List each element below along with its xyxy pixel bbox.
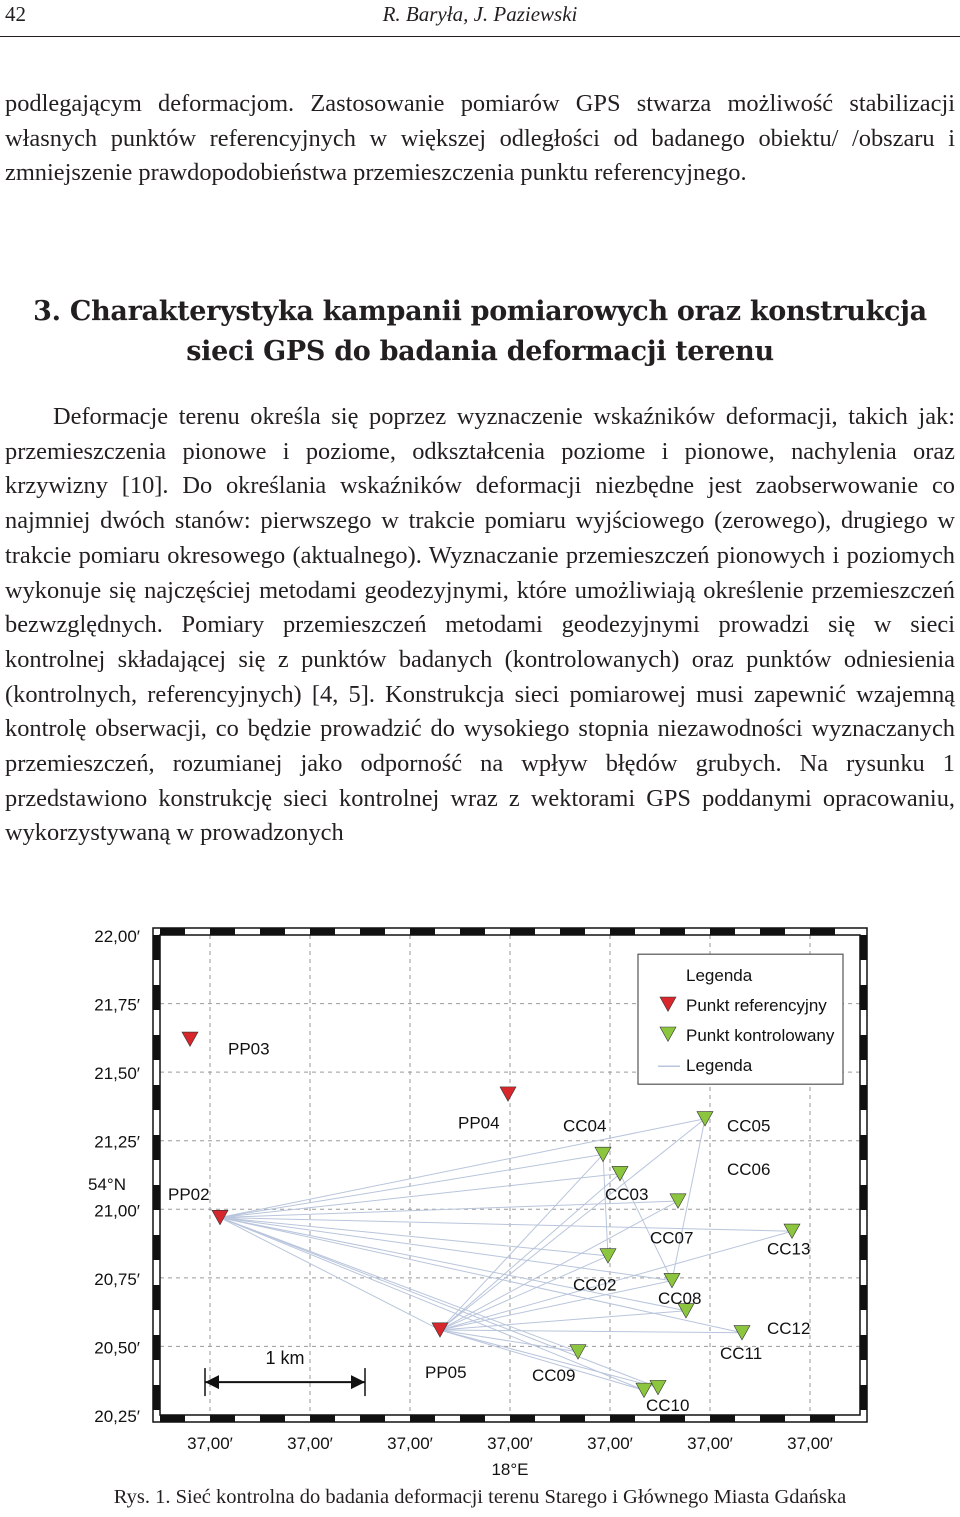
frame-tick-left [153,1385,160,1410]
frame-tick-right [860,1185,867,1210]
frame-tick-top [760,928,785,935]
point-label-pp03: PP03 [228,1039,270,1059]
point-label-cc03: CC03 [605,1184,649,1204]
point-label-cc06: CC06 [727,1160,771,1180]
running-head: R. Baryła, J. Paziewski [382,2,578,26]
point-label-cc12: CC12 [767,1319,811,1339]
point-label-pp04: PP04 [458,1113,500,1133]
legend-control-label: Punkt kontrolowany [686,1026,835,1046]
section-heading [0,292,960,372]
x-tick-label: 37,00′ [587,1434,633,1453]
legend-title: Legenda [686,966,753,986]
y-tick-label: 20,50′ [94,1338,140,1358]
x-tick-label: 37,00′ [687,1434,733,1453]
frame-tick-left [153,935,160,960]
point-label-cc04: CC04 [563,1116,607,1136]
frame-tick-bottom [610,1415,635,1422]
frame-tick-bottom [660,1415,685,1422]
point-label-cc10: CC10 [646,1396,690,1416]
figure-network-map [70,915,900,1485]
y-tick-label: 21,50′ [94,1064,140,1084]
section-title-line2: sieci GPS do badania deformacji terenu [186,336,774,367]
paragraph-continuation: podlegającym deformacjom. Zastosowanie pomiarów GPS stwarza możliwość stabilizacji własnych punktów referencyjnych w większej odległości od badanego obiektu/ /obszaru i zmniejszenie prawdopodobieństwa przemieszczenia punktu referencyjnego. [5,90,955,187]
point-label-pp05: PP05 [425,1363,467,1383]
frame-tick-right [860,1085,867,1110]
frame-tick-top [210,928,235,935]
frame-tick-left [153,985,160,1010]
x-tick-label: 37,00′ [387,1434,433,1453]
frame-tick-bottom [210,1415,235,1422]
scale-bar-label: 1 km [265,1348,305,1369]
frame-tick-bottom [560,1415,585,1422]
frame-tick-left [153,1135,160,1160]
y-tick-label: 20,25′ [94,1407,140,1426]
frame-tick-right [860,935,867,960]
y-tick-label: 20,75′ [94,1269,140,1289]
x-unit-label: 18°E [491,1460,529,1479]
frame-tick-left [153,1085,160,1110]
y-tick-label: 21,00′ [94,1201,140,1221]
frame-tick-bottom [410,1415,435,1422]
frame-tick-top [360,928,385,935]
frame-tick-left [153,1285,160,1310]
y-tick-label: 21,75′ [94,995,140,1015]
legend-vector-label: Legenda [686,1056,753,1076]
frame-tick-bottom [760,1415,785,1422]
section-title-line1: Charakterystyka kampanii pomiarowych oraz konstrukcja [69,296,927,327]
page-header [0,0,960,37]
frame-tick-right [860,1385,867,1410]
frame-tick-bottom [310,1415,335,1422]
frame-tick-right [860,1035,867,1060]
frame-tick-top [560,928,585,935]
frame-tick-top [310,928,335,935]
frame-tick-bottom [510,1415,535,1422]
y-unit-label: 54°N [88,1174,126,1194]
x-tick-label: 37,00′ [287,1434,333,1453]
figure-caption: Rys. 1. Sieć kontrolna do badania deformacji terenu Starego i Głównego Miasta Gdańska [113,1486,847,1508]
frame-tick-right [860,1135,867,1160]
point-label-cc09: CC09 [532,1365,576,1385]
frame-tick-top [410,928,435,935]
frame-tick-top [610,928,635,935]
legend-reference-label: Punkt referencyjny [686,996,827,1016]
frame-tick-left [153,1335,160,1360]
frame-tick-top [260,928,285,935]
point-label-cc11: CC11 [720,1343,763,1363]
x-tick-label: 37,00′ [187,1434,233,1453]
y-tick-label: 22,00′ [94,927,140,946]
frame-tick-bottom [710,1415,735,1422]
section-number: 3. [33,296,61,327]
frame-tick-bottom [810,1415,835,1422]
x-tick-label: 37,00′ [787,1434,833,1453]
frame-tick-left [153,1185,160,1210]
point-label-cc08: CC08 [658,1289,702,1309]
point-label-cc05: CC05 [727,1116,771,1136]
point-label-cc07: CC07 [650,1228,694,1248]
frame-tick-bottom [160,1415,185,1422]
frame-tick-right [860,985,867,1010]
page-number: 42 [5,2,26,26]
frame-tick-bottom [360,1415,385,1422]
point-label-pp02: PP02 [168,1184,210,1204]
frame-tick-bottom [460,1415,485,1422]
frame-tick-right [860,1235,867,1260]
frame-tick-top [810,928,835,935]
x-tick-label: 37,00′ [487,1434,533,1453]
frame-tick-top [710,928,735,935]
network-chart [70,915,900,1485]
paragraph-body: Deformacje terenu określa się poprzez wyznaczenie wskaźników deformacji, takich jak: przemieszczenia pionowe i poziome, odkształcenia poziome i pionowe, nachylenia oraz krzywizny [10]. Do określania wskaźników deformacji niezbędne jest zaobserwowanie co najmniej dwóch stanów: pierwszego w trakcie pomiaru wyjściowego (zerowego), drugiego w trakcie pomiaru okresowego (aktualnego). Wyznaczanie przemieszczeń pionowych i poziomych wykonuje się najczęściej metodami geodezyjnymi, które umożliwiają określenie przemieszczeń bezwzględnych. Pomiary przemieszczeń metodami geodezyjnymi prowadzi się w sieci kontrolnej składającej się z punktów badanych (kontrolowanych) oraz punktów odniesienia (kontrolnych, referencyjnych) [4, 5]. Konstrukcja sieci pomiarowej musi zapewnić wzajemną kontrolę obserwacji, co będzie prowadzić do wysokiego stopnia niezawodności wyznaczanych przemieszczeń, rozumianej jako odporność na wpływ błędów grubych. Na rysunku 1 przedstawiono konstrukcję sieci kontrolnej wraz z wektorami GPS poddanymi opracowaniu, wykorzystywaną w prowadzonych [5,403,955,847]
frame-tick-bottom [260,1415,285,1422]
frame-tick-left [153,1035,160,1060]
frame-tick-top [660,928,685,935]
frame-tick-left [153,1235,160,1260]
frame-tick-top [460,928,485,935]
frame-tick-right [860,1285,867,1310]
point-label-cc13: CC13 [767,1239,811,1259]
point-label-cc02: CC02 [573,1275,617,1295]
frame-tick-right [860,1335,867,1360]
frame-tick-top [510,928,535,935]
y-tick-label: 21,25′ [94,1132,140,1152]
frame-tick-top [160,928,185,935]
